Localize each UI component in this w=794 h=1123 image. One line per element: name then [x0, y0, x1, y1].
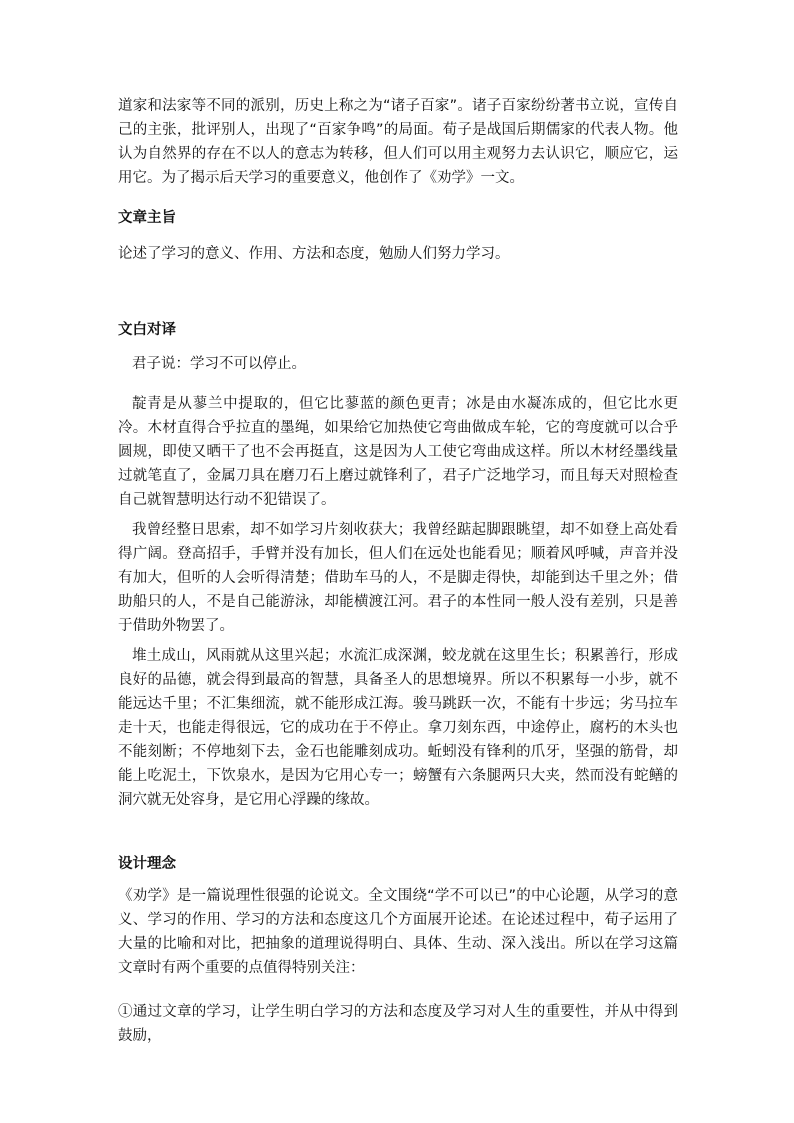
translation-paragraph: 靛青是从蓼兰中提取的，但它比蓼蓝的颜色更青；冰是由水凝冻成的，但它比水更冷。木材直得合乎拉直的墨绳，如果给它加热使它弯曲做成车轮，它的弯度就可以合乎圆规，即使又晒干了也不会再挺直，这是因为人工使它弯曲成这样。所以木材经墨线量过就笔直了，金属刀具在磨刀石上磨过就锋利了，君子广泛地学习，而且每天对照检查自己就智慧明达行动不犯错误了。: [118, 396, 678, 508]
section-heading-theme: 文章主旨: [118, 210, 176, 226]
section-heading-translation: 文白对译: [118, 322, 176, 338]
translation-paragraph: 君子说：学习不可以停止。: [132, 356, 306, 372]
section-heading-design: 设计理念: [118, 856, 176, 872]
translation-paragraph: 堆土成山，风雨就从这里兴起；水流汇成深渊，蛟龙就在这里生长；积累善行，形成良好的品德，就会得到最高的智慧，具备圣人的思想境界。所以不积累每一小步，就不能远达千里；不汇集细流，就不能形成江海。骏马跳跃一次，不能有十步远；劣马拉车走十天，也能走得很远，它的成功在于不停止。拿刀刻东西，中途停止，腐朽的木头也不能刻断；不停地刻下去，金石也能雕刻成功。蚯蚓没有锋利的爪牙，坚强的筋骨，却能上吃泥土，下饮泉水，是因为它用心专一；螃蟹有六条腿两只大夹，然而没有蛇鳝的洞穴就无处容身，是它用心浮躁的缘故。: [118, 648, 678, 808]
theme-paragraph: 论述了学习的意义、作用、方法和态度，勉励人们努力学习。: [118, 246, 510, 262]
intro-paragraph: 道家和法家等不同的派别，历史上称之为“诸子百家”。诸子百家纷纷著书立说，宣传自己的主张，批评别人，出现了“百家争鸣”的局面。荀子是战国后期儒家的代表人物。他认为自然界的存在不以人的意志为转移，但人们可以用主观努力去认识它，顺应它，运用它。为了揭示后天学习的重要意义，他创作了《劝学》一文。: [118, 98, 678, 186]
design-paragraph: 《劝学》是一篇说理性很强的论说文。全文围绕“学不可以已”的中心论题，从学习的意义、学习的作用、学习的方法和态度这几个方面展开论述。在论述过程中，荀子运用了大量的比喻和对比，把抽象的道理说得明白、具体、生动、深入浅出。所以在学习这篇文章时有两个重要的点值得特别关注：: [118, 888, 678, 976]
translation-paragraph: 我曾经整日思索，却不如学习片刻收获大；我曾经踮起脚跟眺望，却不如登上高处看得广阔。登高招手，手臂并没有加长，但人们在远处也能看见；顺着风呼喊，声音并没有加大，但听的人会听得清楚；借助车马的人，不是脚走得快，却能到达千里之外；借助船只的人，不是自己能游泳，却能横渡江河。君子的本性同一般人没有差别，只是善于借助外物罢了。: [118, 522, 678, 634]
design-paragraph: ①通过文章的学习，让学生明白学习的方法和态度及学习对人生的重要性，并从中得到鼓励，: [118, 1004, 678, 1044]
